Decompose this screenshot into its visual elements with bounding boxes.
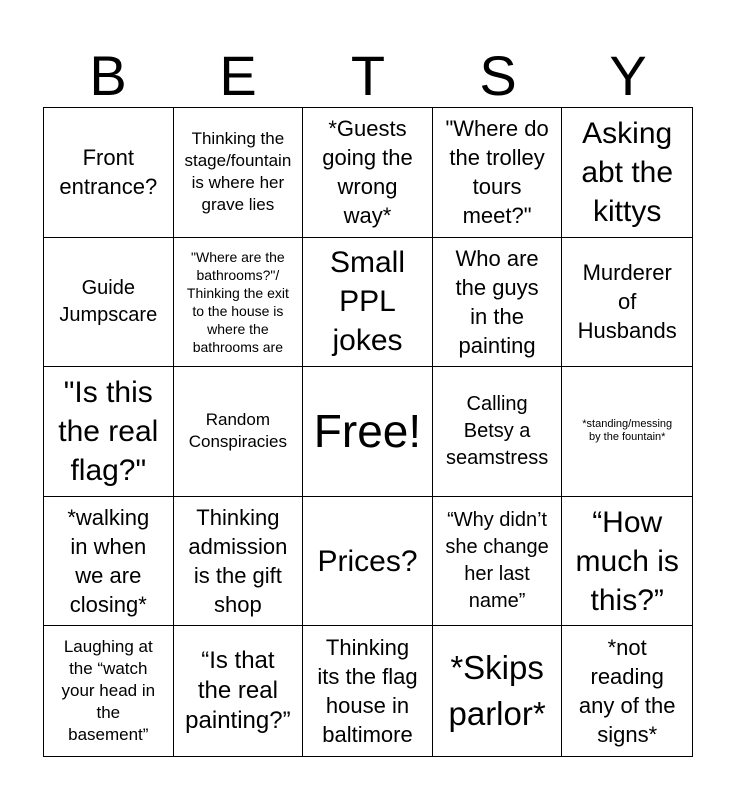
cell-text: Thinking the stage/fountain is where her grave lies: [184, 129, 292, 215]
bingo-cell-3-4[interactable]: [433, 367, 563, 497]
header-letter-e: E: [219, 44, 257, 107]
bingo-cell-4-2[interactable]: [174, 497, 304, 627]
cell-text: Small PPL jokes: [329, 246, 405, 358]
bingo-cell-1-1[interactable]: [44, 108, 174, 238]
bingo-board: [43, 107, 693, 757]
bingo-cell-3-1[interactable]: [44, 367, 174, 497]
cell-text: Random Conspiracies: [188, 410, 288, 452]
free-space-cell[interactable]: [303, 367, 433, 497]
bingo-cell-2-5[interactable]: [562, 238, 692, 368]
bingo-cell-3-5[interactable]: [562, 367, 692, 497]
cell-text: "Is this the real flag?": [58, 375, 159, 487]
header-letter-t: T: [350, 44, 386, 107]
bingo-cell-2-3[interactable]: [303, 238, 433, 368]
cell-text: Murderer of Husbands: [577, 260, 677, 344]
bingo-cell-3-2[interactable]: [174, 367, 304, 497]
cell-text: "Where are the bathrooms?"/ Thinking the exit to the house is where the bathrooms are: [186, 248, 289, 355]
cell-text: Calling Betsy a seamstress: [445, 392, 549, 469]
cell-text: Guide Jumpscare: [59, 276, 158, 326]
cell-text: “Is that the real painting?”: [185, 647, 291, 735]
cell-text: "Where do the trolley tours meet?": [445, 116, 549, 229]
bingo-cell-2-1[interactable]: [44, 238, 174, 368]
bingo-cell-5-5[interactable]: [562, 626, 692, 756]
cell-text: Thinking admission is the gift shop: [188, 505, 288, 618]
cell-text: *Skips parlor*: [448, 649, 546, 733]
cell-text: “How much is this?”: [575, 505, 679, 617]
cell-text: Who are the guys in the painting: [455, 245, 539, 358]
cell-text: *standing/messing by the fountain*: [582, 418, 673, 444]
bingo-cell-1-5[interactable]: [562, 108, 692, 238]
bingo-cell-5-1[interactable]: [44, 626, 174, 756]
cell-text: Thinking its the flag house in baltimore: [317, 635, 418, 748]
bingo-cell-4-4[interactable]: [433, 497, 563, 627]
cell-text: Prices?: [317, 544, 418, 578]
bingo-cell-4-5[interactable]: [562, 497, 692, 627]
cell-text: *walking in when we are closing*: [67, 505, 150, 618]
bingo-cell-2-4[interactable]: [433, 238, 563, 368]
bingo-cell-5-2[interactable]: [174, 626, 304, 756]
bingo-header: [43, 44, 693, 108]
header-letter-y: Y: [609, 44, 647, 107]
bingo-cell-5-4[interactable]: [433, 626, 563, 756]
bingo-cell-1-2[interactable]: [174, 108, 304, 238]
bingo-cell-2-2[interactable]: [174, 238, 304, 368]
free-space-text: Free!: [313, 405, 422, 458]
bingo-cell-1-4[interactable]: [433, 108, 563, 238]
bingo-cell-1-3[interactable]: [303, 108, 433, 238]
bingo-cell-4-3[interactable]: [303, 497, 433, 627]
cell-text: Laughing at the “watch your head in the basement”: [61, 637, 156, 745]
cell-text: Front entrance?: [59, 145, 158, 200]
header-letter-b: B: [89, 44, 127, 107]
cell-text: Asking abt the kittys: [581, 116, 674, 228]
cell-text: “Why didn’t she change her last name”: [445, 509, 549, 613]
bingo-cell-5-3[interactable]: [303, 626, 433, 756]
cell-text: *Guests going the wrong way*: [322, 116, 413, 229]
bingo-cell-4-1[interactable]: [44, 497, 174, 627]
cell-text: *not reading any of the signs*: [578, 635, 676, 748]
header-letter-s: S: [479, 44, 517, 107]
